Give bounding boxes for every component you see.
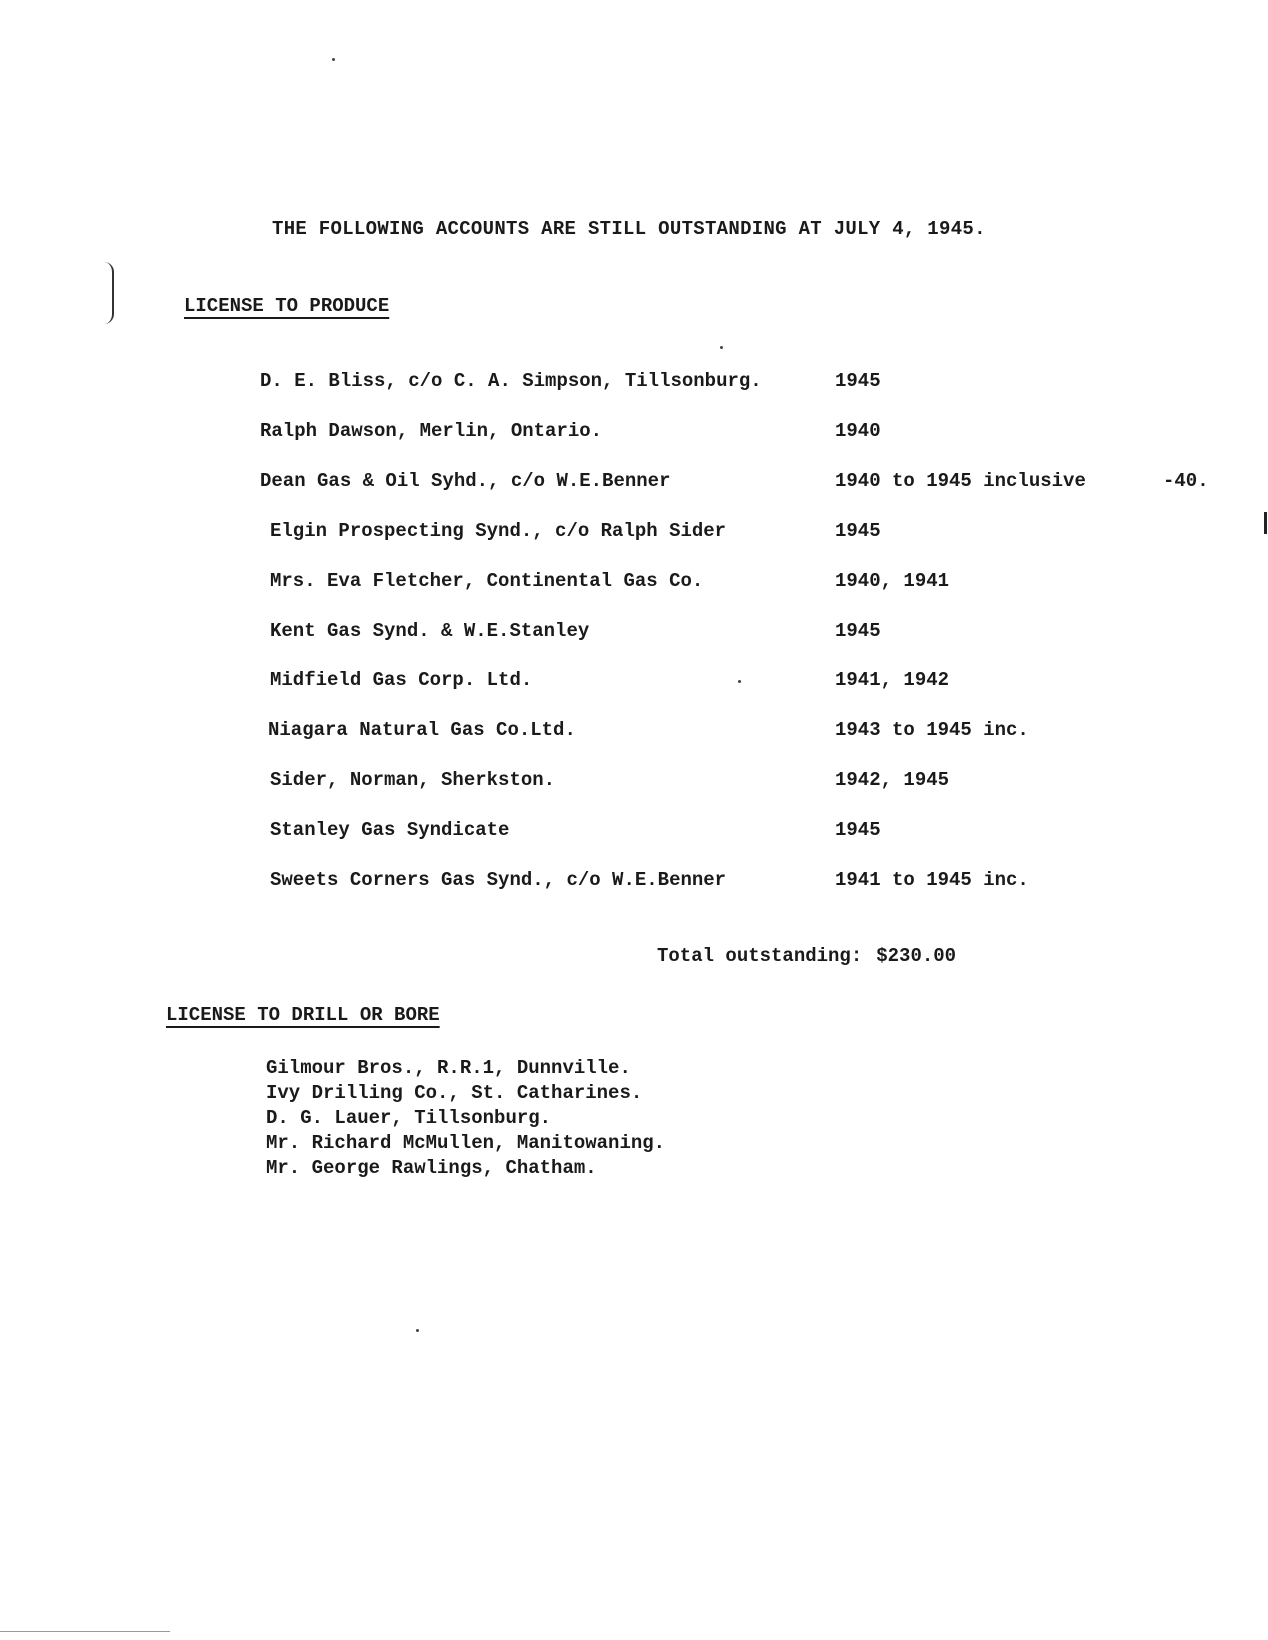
total-outstanding [657, 945, 956, 967]
paper-speck [416, 1329, 419, 1332]
account-years: 1943 to 1945 inc. [835, 719, 1029, 741]
account-years: 1945 [835, 620, 881, 642]
drill-license-entry: Mr. George Rawlings, Chatham. [266, 1157, 597, 1179]
account-years: 1941, 1942 [835, 669, 950, 691]
account-row [0, 769, 1268, 795]
document-heading: THE FOLLOWING ACCOUNTS ARE STILL OUTSTANDING AT JULY 4, 1945. [272, 218, 986, 240]
paper-speck [332, 58, 335, 61]
account-name: Sider, Norman, Sherkston. [270, 769, 556, 791]
account-row [0, 570, 1268, 596]
drill-license-entry: Ivy Drilling Co., St. Catharines. [266, 1082, 643, 1104]
drill-license-entry: Gilmour Bros., R.R.1, Dunnville. [266, 1057, 631, 1079]
account-name: Ralph Dawson, Merlin, Ontario. [260, 420, 603, 442]
margin-bracket-mark [98, 262, 114, 324]
account-name: D. E. Bliss, c/o C. A. Simpson, Tillsonburg. [260, 370, 762, 392]
account-name: Dean Gas & Oil Syhd., c/o W.E.Benner [260, 470, 671, 492]
account-row [0, 719, 1268, 745]
account-name: Mrs. Eva Fletcher, Continental Gas Co. [270, 570, 704, 592]
section-title-license-to-drill: LICENSE TO DRILL OR BORE [166, 1004, 440, 1026]
section-title-license-to-produce: LICENSE TO PRODUCE [184, 295, 390, 317]
account-years: 1945 [835, 520, 881, 542]
account-years: 1942, 1945 [835, 769, 950, 791]
bottom-edge-line [0, 1631, 170, 1632]
account-row [0, 520, 1268, 546]
account-row [0, 620, 1268, 646]
account-row [0, 470, 1268, 496]
account-name: Kent Gas Synd. & W.E.Stanley [270, 620, 590, 642]
account-years: 1940 to 1945 inclusive [835, 470, 1086, 492]
paper-speck [720, 346, 723, 349]
account-row [0, 819, 1268, 845]
account-note: -40. [1163, 470, 1209, 492]
drill-license-list [266, 1056, 665, 1181]
account-years: 1945 [835, 370, 881, 392]
account-name: Sweets Corners Gas Synd., c/o W.E.Benner [270, 869, 727, 891]
account-row [0, 370, 1268, 396]
account-row [0, 420, 1268, 446]
account-years: 1941 to 1945 inc. [835, 869, 1029, 891]
account-row [0, 669, 1268, 695]
drill-license-entry: Mr. Richard McMullen, Manitowaning. [266, 1132, 666, 1154]
account-years: 1940, 1941 [835, 570, 950, 592]
account-years: 1945 [835, 819, 881, 841]
total-label: Total outstanding: [657, 945, 863, 967]
account-name: Elgin Prospecting Synd., c/o Ralph Sider [270, 520, 727, 542]
account-name: Midfield Gas Corp. Ltd. [270, 669, 533, 691]
account-name: Niagara Natural Gas Co.Ltd. [268, 719, 576, 741]
account-years: 1940 [835, 420, 881, 442]
account-name: Stanley Gas Syndicate [270, 819, 510, 841]
drill-license-entry: D. G. Lauer, Tillsonburg. [266, 1107, 552, 1129]
account-row [0, 869, 1268, 895]
total-amount: $230.00 [876, 945, 957, 967]
